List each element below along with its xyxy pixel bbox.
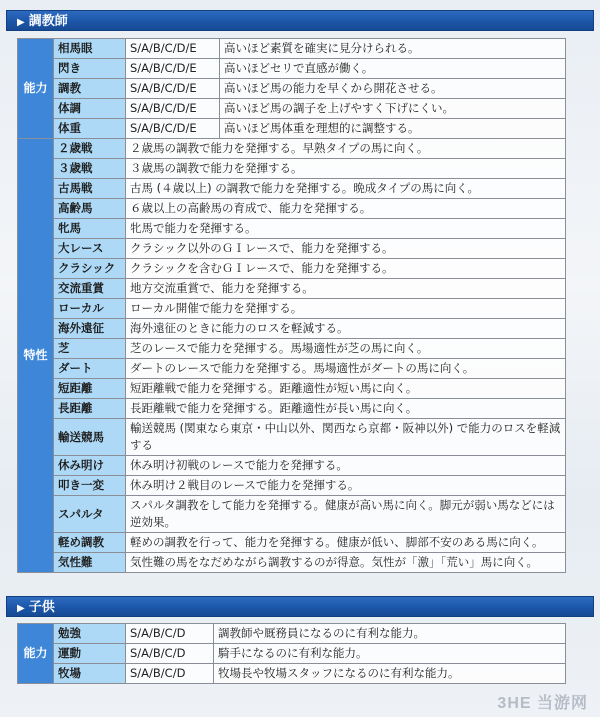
table-row bbox=[18, 179, 566, 199]
row-name: 高齢馬 bbox=[54, 199, 126, 219]
row-name: クラシック bbox=[54, 259, 126, 279]
table-row bbox=[18, 664, 566, 684]
row-name: 休み明け bbox=[54, 456, 126, 476]
row-name: 勉強 bbox=[54, 624, 126, 644]
group-label-traits: 特性 bbox=[18, 139, 54, 573]
row-desc: 高いほど馬の能力を早くから開花させる。 bbox=[220, 79, 566, 99]
section-title: 子供 bbox=[28, 600, 55, 615]
table-row bbox=[18, 379, 566, 399]
row-name: 海外遠征 bbox=[54, 319, 126, 339]
row-desc: 軽めの調教を行って、能力を発揮する。健康が低い、脚部不安のある馬に向く。 bbox=[126, 533, 566, 553]
table-row bbox=[18, 359, 566, 379]
row-desc: 休み明け初戦のレースで能力を発揮する。 bbox=[126, 456, 566, 476]
table-row bbox=[18, 624, 566, 644]
row-desc: 短距離戦で能力を発揮する。距離適性が短い馬に向く。 bbox=[126, 379, 566, 399]
table-row bbox=[18, 199, 566, 219]
triangle-icon: ▶ bbox=[17, 17, 25, 28]
trainer-table bbox=[17, 38, 566, 573]
triangle-icon: ▶ bbox=[17, 603, 25, 614]
table-row bbox=[18, 119, 566, 139]
row-desc: 高いほどセリで直感が働く。 bbox=[220, 59, 566, 79]
row-name: ローカル bbox=[54, 299, 126, 319]
table-row bbox=[18, 259, 566, 279]
row-grade: S/A/B/C/D/E bbox=[126, 59, 220, 79]
table-row bbox=[18, 219, 566, 239]
row-desc: ３歳馬の調教で能力を発揮する。 bbox=[126, 159, 566, 179]
row-name: 大レース bbox=[54, 239, 126, 259]
row-grade: S/A/B/C/D bbox=[126, 664, 214, 684]
table-row bbox=[18, 533, 566, 553]
table-row bbox=[18, 319, 566, 339]
row-desc: 高いほど馬の調子を上げやすく下げにくい。 bbox=[220, 99, 566, 119]
row-desc: 騎手になるのに有利な能力。 bbox=[214, 644, 566, 664]
table-row bbox=[18, 339, 566, 359]
group-label-ability: 能力 bbox=[18, 39, 54, 139]
row-name: 気性難 bbox=[54, 553, 126, 573]
row-desc: ６歳以上の高齢馬の育成で、能力を発揮する。 bbox=[126, 199, 566, 219]
row-name: 交流重賞 bbox=[54, 279, 126, 299]
row-desc: 古馬 (４歳以上) の調教で能力を発揮する。晩成タイプの馬に向く。 bbox=[126, 179, 566, 199]
table-row bbox=[18, 299, 566, 319]
row-grade: S/A/B/C/D/E bbox=[126, 39, 220, 59]
row-desc: 調教師や厩務員になるのに有利な能力。 bbox=[214, 624, 566, 644]
row-desc: 芝のレースで能力を発揮する。馬場適性が芝の馬に向く。 bbox=[126, 339, 566, 359]
table-row bbox=[18, 496, 566, 533]
table-row bbox=[18, 456, 566, 476]
row-name: 閃き bbox=[54, 59, 126, 79]
table-row bbox=[18, 159, 566, 179]
row-grade: S/A/B/C/D/E bbox=[126, 79, 220, 99]
section-title: 調教師 bbox=[28, 14, 68, 29]
table-row bbox=[18, 39, 566, 59]
row-desc: ローカル開催で能力を発揮する。 bbox=[126, 299, 566, 319]
row-desc: 高いほど馬体重を理想的に調整する。 bbox=[220, 119, 566, 139]
row-desc: 地方交流重賞で、能力を発揮する。 bbox=[126, 279, 566, 299]
row-desc: 輸送競馬 (関東なら東京・中山以外、関西なら京都・阪神以外) で能力のロスを軽減する bbox=[126, 419, 566, 456]
row-name: ２歳戦 bbox=[54, 139, 126, 159]
row-name: ダート bbox=[54, 359, 126, 379]
row-name: 牧場 bbox=[54, 664, 126, 684]
row-desc: クラシック以外のＧＩレースで、能力を発揮する。 bbox=[126, 239, 566, 259]
row-name: 芝 bbox=[54, 339, 126, 359]
group-label-ability: 能力 bbox=[18, 624, 54, 684]
row-desc: 牧場長や牧場スタッフになるのに有利な能力。 bbox=[214, 664, 566, 684]
table-row bbox=[18, 399, 566, 419]
row-grade: S/A/B/C/D/E bbox=[126, 119, 220, 139]
table-row bbox=[18, 139, 566, 159]
row-name: 体重 bbox=[54, 119, 126, 139]
row-grade: S/A/B/C/D bbox=[126, 644, 214, 664]
row-name: 長距離 bbox=[54, 399, 126, 419]
row-desc: スパルタ調教をして能力を発揮する。健康が高い馬に向く。脚元が弱い馬などには逆効果。 bbox=[126, 496, 566, 533]
row-name: 体調 bbox=[54, 99, 126, 119]
row-name: 古馬戦 bbox=[54, 179, 126, 199]
table-row bbox=[18, 59, 566, 79]
watermark-logo: 3HE 当游网 bbox=[497, 695, 588, 712]
row-name: 叩き一変 bbox=[54, 476, 126, 496]
row-desc: ダートのレースで能力を発揮する。馬場適性がダートの馬に向く。 bbox=[126, 359, 566, 379]
row-desc: 休み明け２戦目のレースで能力を発揮する。 bbox=[126, 476, 566, 496]
row-desc: 高いほど素質を確実に見分けられる。 bbox=[220, 39, 566, 59]
row-name: 運動 bbox=[54, 644, 126, 664]
row-name: 輸送競馬 bbox=[54, 419, 126, 456]
row-desc: 長距離戦で能力を発揮する。距離適性が長い馬に向く。 bbox=[126, 399, 566, 419]
row-name: 調教 bbox=[54, 79, 126, 99]
table-row bbox=[18, 644, 566, 664]
table-row bbox=[18, 419, 566, 456]
row-desc: クラシックを含むＧＩレースで、能力を発揮する。 bbox=[126, 259, 566, 279]
row-desc: 牝馬で能力を発揮する。 bbox=[126, 219, 566, 239]
table-row bbox=[18, 476, 566, 496]
row-grade: S/A/B/C/D/E bbox=[126, 99, 220, 119]
table-row bbox=[18, 79, 566, 99]
row-name: 相馬眼 bbox=[54, 39, 126, 59]
row-desc: ２歳馬の調教で能力を発揮する。早熟タイプの馬に向く。 bbox=[126, 139, 566, 159]
table-row bbox=[18, 279, 566, 299]
row-desc: 海外遠征のときに能力のロスを軽減する。 bbox=[126, 319, 566, 339]
table-row bbox=[18, 239, 566, 259]
row-name: ３歳戦 bbox=[54, 159, 126, 179]
section-header-trainer bbox=[6, 10, 594, 31]
row-name: 軽め調教 bbox=[54, 533, 126, 553]
row-grade: S/A/B/C/D bbox=[126, 624, 214, 644]
row-desc: 気性難の馬をなだめながら調教するのが得意。気性が「激」「荒い」馬に向く。 bbox=[126, 553, 566, 573]
table-row bbox=[18, 553, 566, 573]
table-row bbox=[18, 99, 566, 119]
row-name: 牝馬 bbox=[54, 219, 126, 239]
section-header-child bbox=[6, 596, 594, 617]
child-table bbox=[17, 623, 566, 684]
row-name: スパルタ bbox=[54, 496, 126, 533]
row-name: 短距離 bbox=[54, 379, 126, 399]
